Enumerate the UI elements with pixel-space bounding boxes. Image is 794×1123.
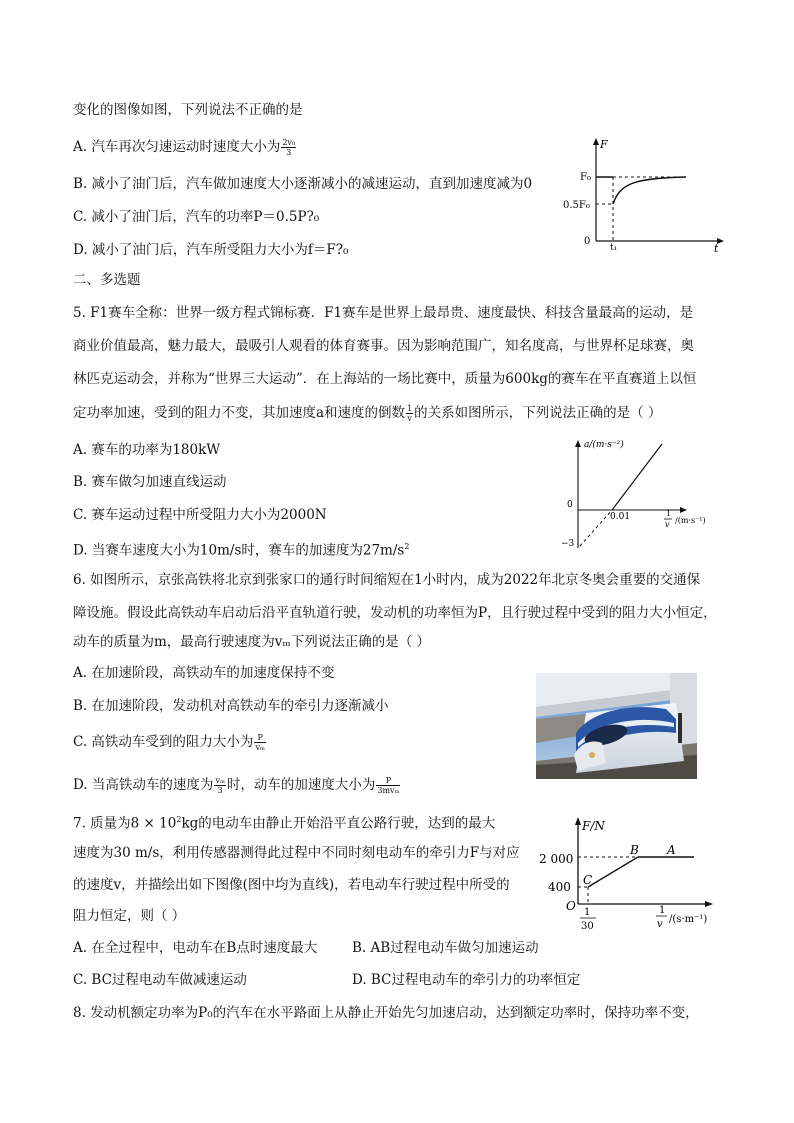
fraction: $\frac{P}{\text{3mvₘ}}$ (377, 776, 400, 795)
q4-option-c[interactable]: C. 减小了油门后，汽车的功率P＝0.5P?₀ (73, 209, 320, 225)
q5-line-3: 林匹克运动会，并称为“世界三大运动”．在上海站的一场比赛中，质量为600kg的赛车在平直赛道上以恒 (73, 371, 697, 387)
q6-line-1: 6. 如图所示，京张高铁将北京到张家口的通行时间缩短在1小时内，成为2022年北京冬奥会重要的交通保 (73, 572, 701, 588)
q5-option-a[interactable]: A. 赛车的功率为180kW (73, 442, 221, 458)
q7-line-3: 的速度v，并描绘出如下图像(图中均为直线)，若电动车行驶过程中所受的 (73, 877, 510, 893)
q4-option-a-text: A. 汽车再次匀速运动时速度大小为 (73, 139, 281, 155)
x-mark-label: 0.01 (610, 512, 631, 522)
origin-label: 0 (584, 236, 591, 247)
q5-option-d[interactable] (73, 537, 409, 561)
q8-line-1: 8. 发动机额定功率为P₀的汽车在水平路面上从静止开始先匀加速启动，达到额定功率时，保持功率不变， (73, 1005, 699, 1021)
q5-line-1: 5. F1赛车全称：世界一级方程式锦标赛．F1赛车是世界上最昂贵、速度最快、科技含量最高的运动，是 (73, 305, 694, 321)
q5-option-c[interactable]: C. 赛车运动过程中所受阻力大小为2000N (73, 507, 327, 523)
x-axis-label: t (714, 242, 719, 254)
q6-option-a[interactable]: A. 在加速阶段，高铁动车的加速度保持不变 (73, 665, 335, 681)
origin-label: O (566, 899, 576, 913)
q7-option-d[interactable]: D. BC过程电动车的牵引力的功率恒定 (352, 972, 581, 988)
x-mark-num: 1 (584, 907, 591, 918)
point-c-label: C (583, 873, 593, 887)
q5-option-d-text: D. 当赛车速度大小为10m/s时，赛车的加速度为27m/s (73, 542, 405, 559)
segment-bc (588, 857, 638, 887)
y-axis-label: F (600, 138, 608, 151)
x-label-num: 1 (666, 509, 672, 518)
section-heading: 二、多选题 (73, 272, 141, 288)
q6-line-3: 动车的质量为m，最高行驶速度为vₘ下列说法正确的是（ ） (73, 634, 430, 650)
q7-option-c[interactable]: C. BC过程电动车做减速运动 (73, 972, 247, 988)
extrapolated-line (580, 510, 612, 546)
q5-line-4-tail: 的关系如图所示，下列说法正确的是（ ） (414, 405, 662, 421)
x-label-num: 1 (659, 905, 666, 916)
high-speed-train-photo (536, 673, 697, 779)
point-a-label: A (667, 843, 676, 857)
q7-line-1 (73, 810, 495, 834)
force-time-graph (558, 136, 728, 254)
fraction: $\frac{1}{v}$ (407, 404, 413, 423)
q4-option-a[interactable] (73, 137, 297, 157)
q5-line-2: 商业价值最高，魅力最大，最吸引人观看的体育赛事。因为影响范围广，知名度高，与世界杯足球赛，奥 (73, 338, 694, 354)
y-high-label: 2 000 (539, 852, 574, 866)
force-velocity-graph (536, 814, 721, 934)
q6-option-d[interactable] (73, 775, 401, 795)
y-low-label: 400 (548, 880, 571, 894)
q7-line-2: 速度为30 m/s，利用传感器测得此过程中不同时刻电动车的牵引力F与对应 (73, 845, 520, 861)
y-axis-label: a/(m·s⁻²) (584, 440, 624, 450)
point-b-label: B (630, 843, 639, 857)
x-unit-label: /(s·m⁻¹) (669, 914, 708, 925)
q7-line-4: 阻力恒定，则（ ） (73, 908, 186, 924)
q6-option-c[interactable] (73, 732, 267, 752)
q6-option-c-text: C. 高铁动车受到的阻力大小为 (73, 734, 254, 750)
y-mark-label: −3 (561, 539, 575, 549)
q6-option-b[interactable]: B. 在加速阶段，发动机对高铁动车的牵引力逐渐减小 (73, 698, 389, 714)
q7-option-b[interactable]: B. AB过程电动车做匀加速运动 (352, 940, 539, 956)
x-unit-label: /(m·s⁻¹) (675, 516, 706, 525)
origin-label: 0 (567, 500, 573, 510)
q6-line-2: 障设施。假设此高铁动车启动后沿平直轨道行驶，发动机的功率恒为P，且行驶过程中受到的阻力大小恒定， (73, 605, 717, 621)
superscript: 2 (176, 815, 182, 824)
question-intro-line: 变化的图像如图，下列说法不正确的是 (73, 102, 303, 118)
q4-option-b[interactable]: B. 减小了油门后，汽车做加速度大小逐渐减小的减速运动，直到加速度减为0 (73, 176, 533, 192)
x-mark-den: 30 (581, 921, 594, 932)
y-high-label: F₀ (580, 172, 591, 183)
fraction: $\frac{\text{2v₀}}{3}$ (282, 138, 296, 157)
fraction: $\frac{P}{\text{vₘ}}$ (255, 733, 265, 752)
fraction: $\frac{\text{vₘ}}{3}$ (215, 776, 225, 795)
q5-line-4 (73, 403, 661, 423)
q7-option-a[interactable]: A. 在全过程中，电动车在B点时速度最大 (73, 940, 318, 956)
q7-line-1-text: 7. 质量为8 × 10 (73, 815, 177, 832)
q6-option-d-text: D. 当高铁动车的速度为 (73, 777, 214, 793)
q6-option-d-mid: 时，动车的加速度大小为 (226, 777, 376, 793)
force-curve (613, 177, 686, 204)
x-label-den: v (657, 919, 663, 930)
q4-option-d[interactable]: D. 减小了油门后，汽车所受阻力大小为f＝F?₀ (73, 242, 349, 258)
acceleration-graph (558, 436, 718, 552)
x-label-den: v (665, 520, 670, 529)
q5-line-4-text: 定功率加速，受到的阻力不变，其加速度a和速度的倒数 (73, 405, 406, 421)
y-axis-label: F/N (582, 819, 605, 833)
x-mark-label: t₁ (610, 243, 618, 253)
q5-option-b[interactable]: B. 赛车做匀加速直线运动 (73, 474, 227, 490)
data-line (612, 444, 662, 510)
superscript: 2 (404, 542, 410, 551)
y-low-label: 0.5F₀ (563, 200, 590, 211)
q7-line-1-tail: kg的电动车由静止开始沿平直公路行驶，达到的最大 (181, 815, 496, 832)
